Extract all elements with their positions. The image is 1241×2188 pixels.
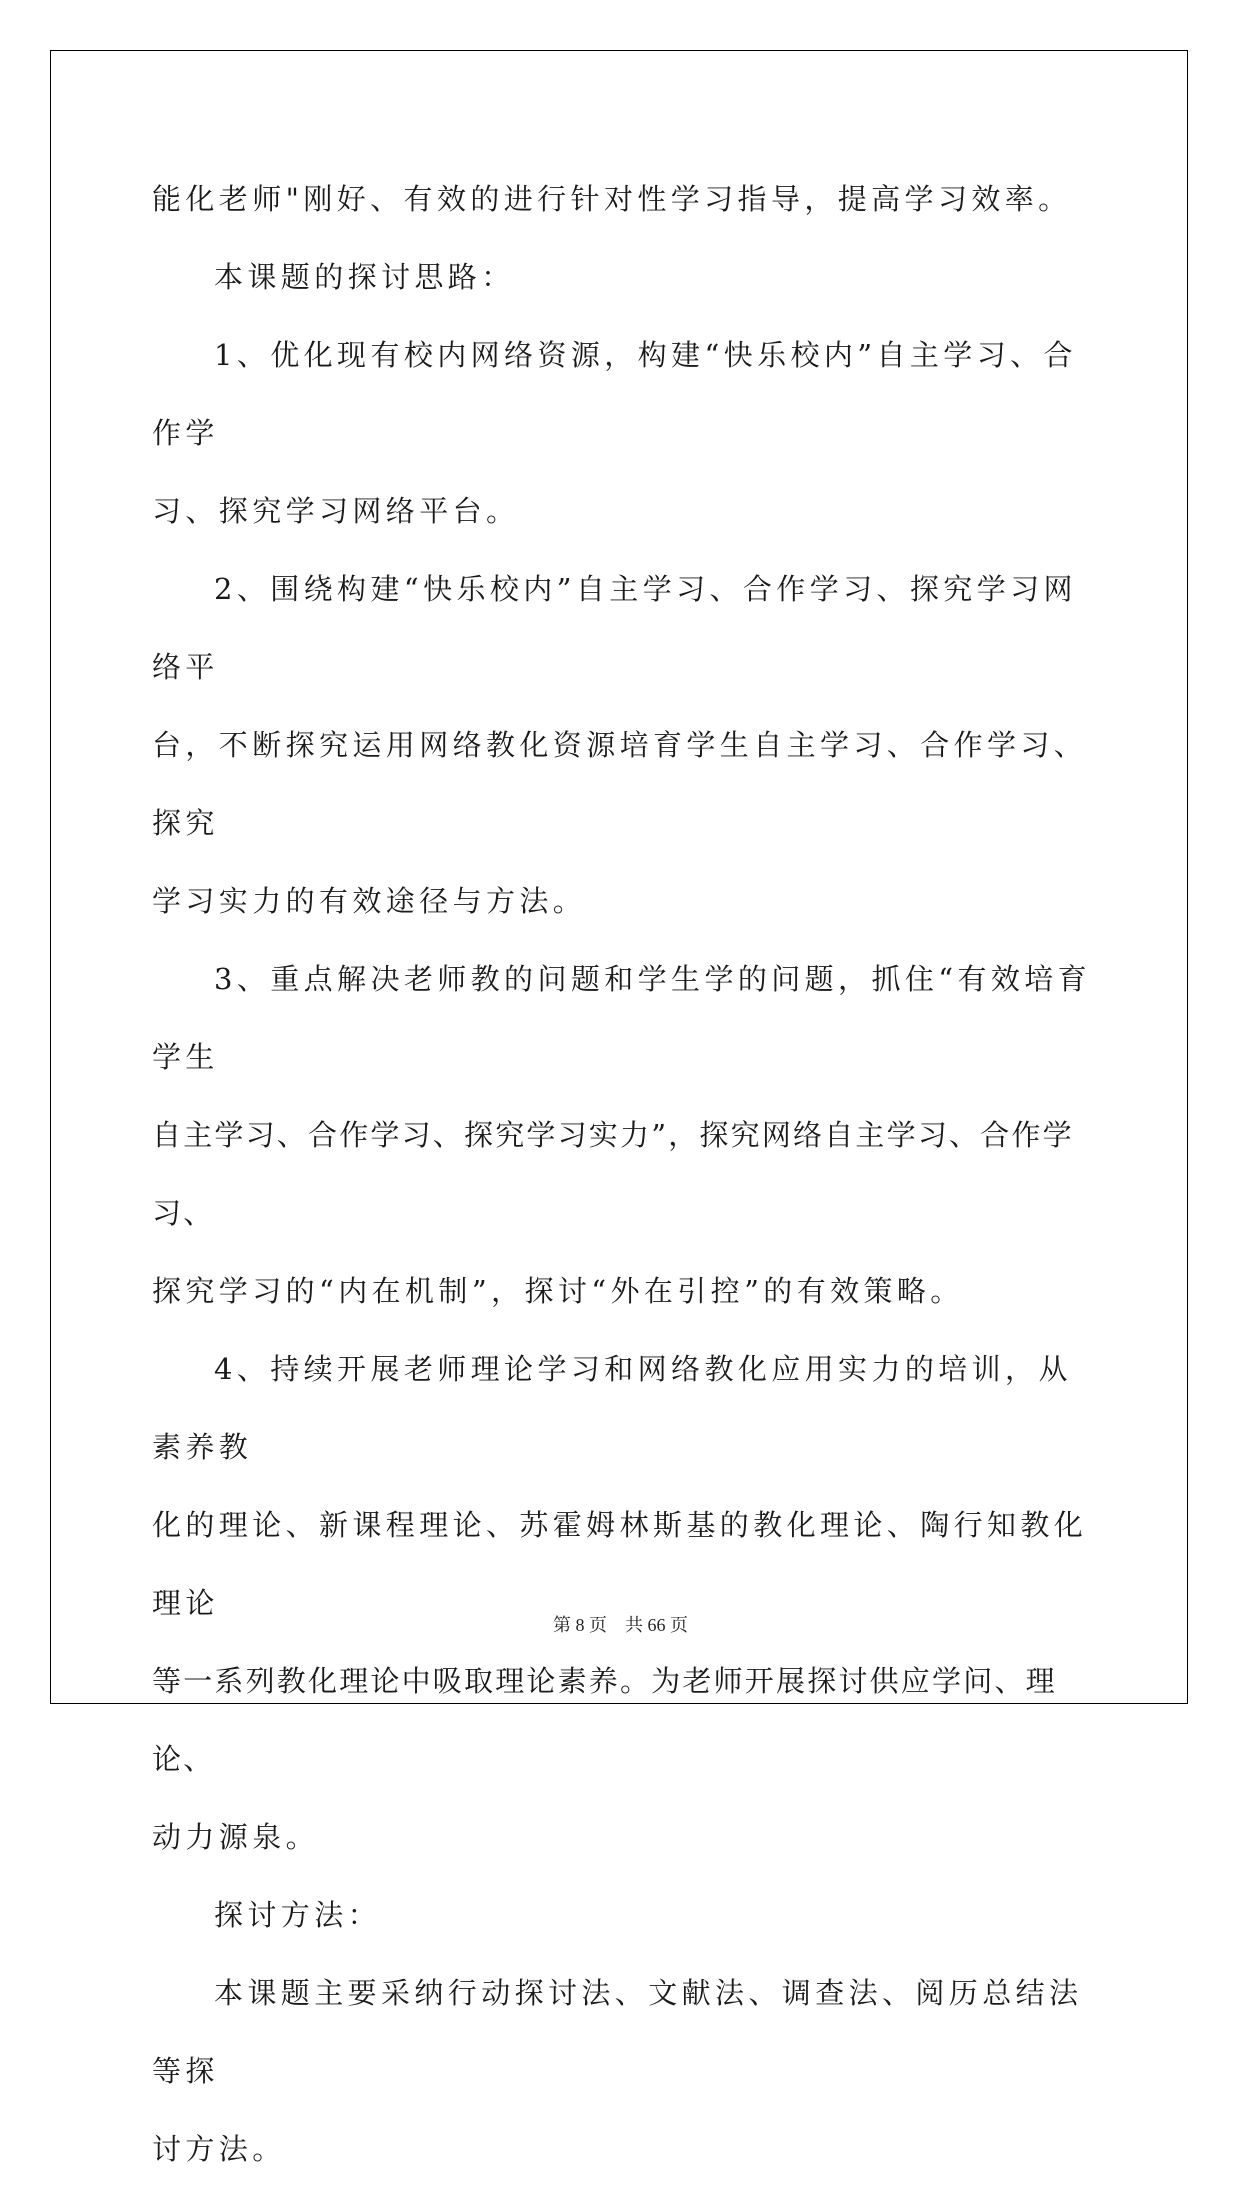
- body-line: 台，不断探究运用网络教化资源培育学生自主学习、合作学习、探究: [152, 728, 1088, 840]
- body-line: 本课题主要采纳行动探讨法、文献法、调查法、阅历总结法等探: [152, 1976, 1083, 2088]
- page-number: 第 8 页: [553, 1615, 607, 1635]
- document-body: [152, 160, 1092, 2188]
- page-footer: [0, 1611, 1241, 1637]
- body-line: 讨方法。: [152, 2132, 286, 2166]
- body-line: 习、探究学习网络平台。: [152, 494, 520, 528]
- body-line: 等一系列教化理论中吸取理论素养。为老师开展探讨供应学问、理论、: [152, 1664, 1057, 1776]
- body-line: 4、持续开展老师理论学习和网络教化应用实力的培训，从素养教: [152, 1352, 1072, 1464]
- body-line: 学习实力的有效途径与方法。: [152, 884, 587, 918]
- body-line: 2、围绕构建“快乐校内”自主学习、合作学习、探究学习网络平: [152, 572, 1077, 684]
- body-line: 3、重点解决老师教的问题和学生学的问题，抓住“有效培育学生: [152, 962, 1092, 1074]
- body-line: 化的理论、新课程理论、苏霍姆林斯基的教化理论、陶行知教化理论: [152, 1508, 1088, 1620]
- body-line: 探究学习的“内在机制”，探讨“外在引控”的有效策略。: [152, 1274, 964, 1308]
- page-total: 共 66 页: [625, 1615, 688, 1635]
- body-line: 本课题的探讨思路：: [214, 260, 515, 294]
- body-line: 自主学习、合作学习、探究学习实力”，探究网络自主学习、合作学习、: [152, 1118, 1074, 1230]
- body-line: 1、优化现有校内网络资源，构建“快乐校内”自主学习、合作学: [152, 338, 1077, 450]
- body-line: 能化老师"刚好、有效的进行针对性学习指导，提高学习效率。: [152, 182, 1072, 216]
- body-line: 探讨方法：: [214, 1898, 382, 1932]
- body-line: 动力源泉。: [152, 1820, 320, 1854]
